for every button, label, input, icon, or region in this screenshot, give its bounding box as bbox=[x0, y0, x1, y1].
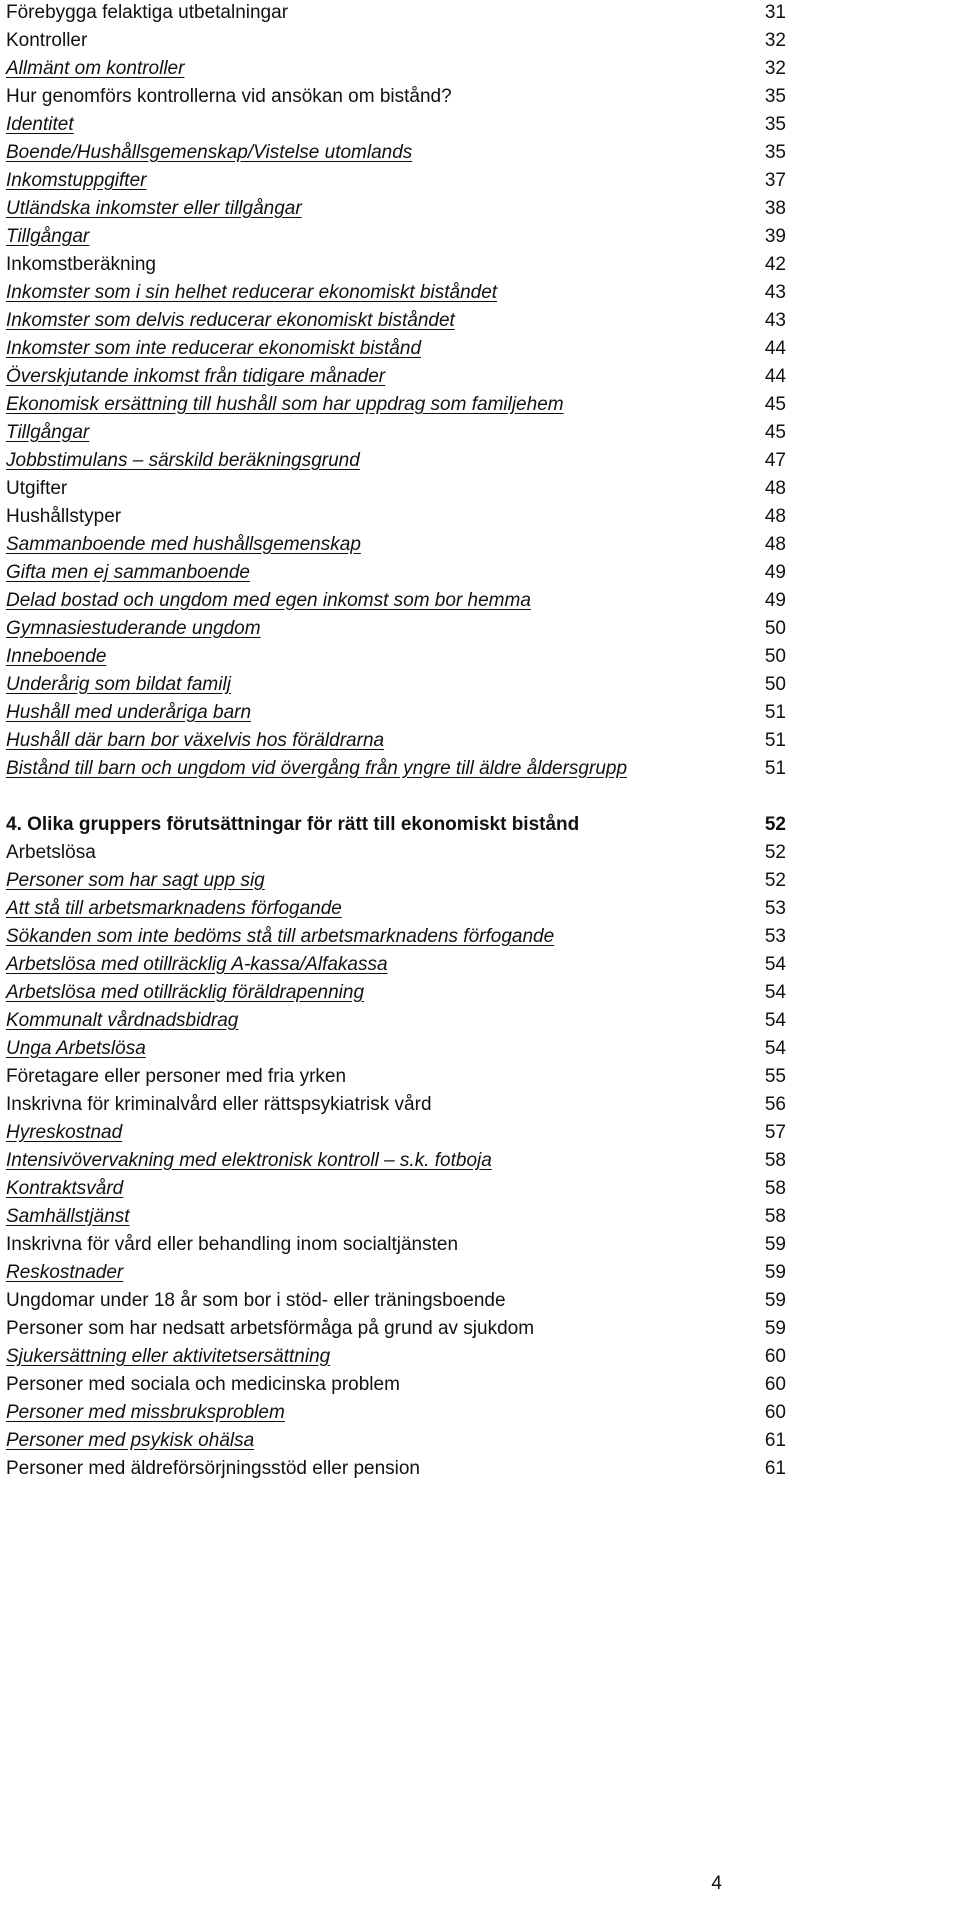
toc-entry[interactable] bbox=[6, 1372, 786, 1400]
toc-entry[interactable] bbox=[6, 644, 786, 672]
toc-entry[interactable] bbox=[6, 140, 786, 168]
toc-entry-page: 54 bbox=[764, 1038, 786, 1059]
toc-entry-title: Att stå till arbetsmarknadens förfogande bbox=[6, 898, 342, 919]
toc-entry[interactable] bbox=[6, 476, 786, 504]
toc-entry[interactable] bbox=[6, 336, 786, 364]
toc-entry-page: 52 bbox=[764, 870, 786, 891]
toc-entry[interactable] bbox=[6, 1428, 786, 1456]
toc-entry-title: Hushållstyper bbox=[6, 506, 122, 527]
toc-entry-title: Sjukersättning eller aktivitetsersättning bbox=[6, 1346, 331, 1367]
toc-entry-page: 60 bbox=[764, 1346, 786, 1367]
toc-entry[interactable] bbox=[6, 616, 786, 644]
toc-entry[interactable] bbox=[6, 728, 786, 756]
toc-entry-page: 45 bbox=[764, 394, 786, 415]
toc-entry[interactable] bbox=[6, 700, 786, 728]
toc-entry-title: Personer som har sagt upp sig bbox=[6, 870, 265, 891]
toc-entry[interactable] bbox=[6, 252, 786, 280]
toc-entry-title: Allmänt om kontroller bbox=[6, 58, 185, 79]
toc-entry-title: Arbetslösa med otillräcklig föräldrapenning bbox=[6, 982, 365, 1003]
toc-entry[interactable] bbox=[6, 448, 786, 476]
toc-entry-title: Personer med psykisk ohälsa bbox=[6, 1430, 255, 1451]
toc-entry[interactable] bbox=[6, 1344, 786, 1372]
toc-entry[interactable] bbox=[6, 588, 786, 616]
toc-entry-page: 51 bbox=[764, 730, 786, 751]
toc-entry-title: Inkomstberäkning bbox=[6, 254, 156, 275]
toc-entry[interactable] bbox=[6, 112, 786, 140]
toc-entry-title: Intensivövervakning med elektronisk kontroll – s.k. fotboja bbox=[6, 1150, 492, 1171]
toc-entry-title: Arbetslösa med otillräcklig A-kassa/Alfakassa bbox=[6, 954, 388, 975]
toc-entry-page: 58 bbox=[764, 1206, 786, 1227]
toc-entry[interactable] bbox=[6, 224, 786, 252]
toc-entry-page: 42 bbox=[764, 254, 786, 275]
toc-section-second bbox=[6, 812, 786, 1484]
toc-entry-title: Personer med äldreförsörjningsstöd eller pension bbox=[6, 1458, 421, 1479]
toc-entry-page: 51 bbox=[764, 758, 786, 779]
toc-entry-page: 44 bbox=[764, 338, 786, 359]
toc-entry-title: Inkomstuppgifter bbox=[6, 170, 147, 191]
toc-entry[interactable] bbox=[6, 1008, 786, 1036]
toc-entry[interactable] bbox=[6, 1036, 786, 1064]
toc-entry[interactable] bbox=[6, 28, 786, 56]
toc-entry-page: 53 bbox=[764, 898, 786, 919]
toc-entry-page: 35 bbox=[764, 142, 786, 163]
toc-entry-title: Företagare eller personer med fria yrken bbox=[6, 1066, 347, 1087]
toc-entry[interactable] bbox=[6, 952, 786, 980]
toc-entry-page: 61 bbox=[764, 1430, 786, 1451]
toc-entry-title: Personer med missbruksproblem bbox=[6, 1402, 285, 1423]
toc-entry[interactable] bbox=[6, 392, 786, 420]
toc-entry-title: Personer med sociala och medicinska problem bbox=[6, 1374, 400, 1395]
toc-entry-page: 54 bbox=[764, 1010, 786, 1031]
toc-entry-title: Hushåll med underåriga barn bbox=[6, 702, 252, 723]
toc-entry-title: Gymnasiestuderande ungdom bbox=[6, 618, 261, 639]
toc-entry-title: Utländska inkomster eller tillgångar bbox=[6, 198, 302, 219]
toc-entry-page: 52 bbox=[764, 842, 786, 863]
toc-entry-title: Inkomster som i sin helhet reducerar ekonomiskt biståndet bbox=[6, 282, 498, 303]
toc-entry-page: 45 bbox=[764, 422, 786, 443]
toc-entry-page: 50 bbox=[764, 674, 786, 695]
toc-entry[interactable] bbox=[6, 280, 786, 308]
toc-section-first bbox=[6, 0, 786, 784]
toc-entry[interactable] bbox=[6, 1176, 786, 1204]
toc-entry-page: 48 bbox=[764, 534, 786, 555]
toc-entry[interactable] bbox=[6, 1288, 786, 1316]
section-gap bbox=[6, 784, 786, 812]
toc-entry-title: Tillgångar bbox=[6, 226, 90, 247]
toc-entry-page: 54 bbox=[764, 982, 786, 1003]
toc-entry[interactable] bbox=[6, 1316, 786, 1344]
toc-entry-title: Inneboende bbox=[6, 646, 107, 667]
toc-entry-title: Personer som har nedsatt arbetsförmåga på grund av sjukdom bbox=[6, 1318, 535, 1339]
toc-entry-title: Sammanboende med hushållsgemenskap bbox=[6, 534, 361, 555]
toc-entry-title: Arbetslösa bbox=[6, 842, 96, 863]
toc-entry[interactable] bbox=[6, 1120, 786, 1148]
toc-entry-title: Jobbstimulans – särskild beräkningsgrund bbox=[6, 450, 360, 471]
toc-entry-page: 60 bbox=[764, 1402, 786, 1423]
toc-entry[interactable] bbox=[6, 1456, 786, 1484]
toc-entry-title: Boende/Hushållsgemenskap/Vistelse utomlands bbox=[6, 142, 413, 163]
toc-entry-title: Inkomster som inte reducerar ekonomiskt bistånd bbox=[6, 338, 422, 359]
table-of-contents bbox=[6, 0, 786, 1484]
toc-entry-title: Gifta men ej sammanboende bbox=[6, 562, 250, 583]
toc-entry-page: 61 bbox=[764, 1458, 786, 1479]
toc-entry-page: 59 bbox=[764, 1262, 786, 1283]
toc-entry[interactable] bbox=[6, 1232, 786, 1260]
toc-entry[interactable] bbox=[6, 1064, 786, 1092]
toc-entry[interactable] bbox=[6, 1204, 786, 1232]
toc-entry[interactable] bbox=[6, 1148, 786, 1176]
toc-entry[interactable] bbox=[6, 56, 786, 84]
toc-entry-page: 35 bbox=[764, 86, 786, 107]
toc-entry[interactable] bbox=[6, 560, 786, 588]
toc-entry-title: Överskjutande inkomst från tidigare månader bbox=[6, 366, 386, 387]
toc-entry-title: Inkomster som delvis reducerar ekonomiskt biståndet bbox=[6, 310, 455, 331]
toc-entry-title: Identitet bbox=[6, 114, 74, 135]
toc-entry[interactable] bbox=[6, 868, 786, 896]
toc-entry-title: Hur genomförs kontrollerna vid ansökan om bistånd? bbox=[6, 86, 452, 107]
toc-entry-title: Hushåll där barn bor växelvis hos föräldrarna bbox=[6, 730, 385, 751]
toc-entry[interactable] bbox=[6, 756, 786, 784]
toc-entry-page: 49 bbox=[764, 590, 786, 611]
toc-entry-page: 48 bbox=[764, 506, 786, 527]
toc-entry-title: Reskostnader bbox=[6, 1262, 124, 1283]
toc-entry-page: 32 bbox=[764, 30, 786, 51]
toc-entry-page: 59 bbox=[764, 1318, 786, 1339]
toc-entry[interactable] bbox=[6, 1092, 786, 1120]
toc-entry-title: Underårig som bildat familj bbox=[6, 674, 231, 695]
toc-entry-title: Inskrivna för kriminalvård eller rättspsykiatrisk vård bbox=[6, 1094, 432, 1115]
toc-entry-title: Kontraktsvård bbox=[6, 1178, 124, 1199]
toc-entry-page: 48 bbox=[764, 478, 786, 499]
toc-entry-page: 43 bbox=[764, 310, 786, 331]
toc-entry-page: 47 bbox=[764, 450, 786, 471]
toc-entry-title: Tillgångar bbox=[6, 422, 90, 443]
toc-entry[interactable] bbox=[6, 980, 786, 1008]
toc-entry-page: 31 bbox=[764, 2, 786, 23]
toc-entry-page: 39 bbox=[764, 226, 786, 247]
toc-entry[interactable] bbox=[6, 532, 786, 560]
toc-entry-title: 4. Olika gruppers förutsättningar för rätt till ekonomiskt bistånd bbox=[6, 814, 580, 835]
page-number: 4 bbox=[711, 1873, 722, 1894]
toc-entry-title: Förebygga felaktiga utbetalningar bbox=[6, 2, 289, 23]
toc-entry[interactable] bbox=[6, 812, 786, 840]
toc-entry-title: Sökanden som inte bedöms stå till arbetsmarknadens förfogande bbox=[6, 926, 555, 947]
toc-entry-page: 43 bbox=[764, 282, 786, 303]
toc-entry-page: 59 bbox=[764, 1290, 786, 1311]
toc-entry[interactable] bbox=[6, 1260, 786, 1288]
toc-entry[interactable] bbox=[6, 84, 786, 112]
toc-entry-title: Ungdomar under 18 år som bor i stöd- eller träningsboende bbox=[6, 1290, 506, 1311]
toc-entry-page: 38 bbox=[764, 198, 786, 219]
toc-entry[interactable] bbox=[6, 420, 786, 448]
toc-entry[interactable] bbox=[6, 308, 786, 336]
toc-entry[interactable] bbox=[6, 168, 786, 196]
toc-entry-page: 50 bbox=[764, 618, 786, 639]
toc-entry-title: Kontroller bbox=[6, 30, 88, 51]
toc-entry-title: Samhällstjänst bbox=[6, 1206, 130, 1227]
toc-entry-page: 32 bbox=[764, 58, 786, 79]
toc-entry-page: 50 bbox=[764, 646, 786, 667]
toc-entry-page: 57 bbox=[764, 1122, 786, 1143]
toc-entry-page: 58 bbox=[764, 1150, 786, 1171]
toc-entry-page: 52 bbox=[764, 814, 786, 835]
toc-entry-page: 54 bbox=[764, 954, 786, 975]
toc-entry[interactable] bbox=[6, 504, 786, 532]
toc-entry-page: 51 bbox=[764, 702, 786, 723]
toc-entry-title: Hyreskostnad bbox=[6, 1122, 123, 1143]
toc-entry[interactable] bbox=[6, 364, 786, 392]
toc-entry[interactable] bbox=[6, 840, 786, 868]
toc-entry-page: 49 bbox=[764, 562, 786, 583]
toc-entry-page: 59 bbox=[764, 1234, 786, 1255]
toc-entry-title: Utgifter bbox=[6, 478, 68, 499]
toc-entry[interactable] bbox=[6, 0, 786, 28]
toc-entry-page: 37 bbox=[764, 170, 786, 191]
toc-entry-title: Unga Arbetslösa bbox=[6, 1038, 146, 1059]
toc-entry-page: 53 bbox=[764, 926, 786, 947]
toc-entry-page: 58 bbox=[764, 1178, 786, 1199]
toc-entry-page: 55 bbox=[764, 1066, 786, 1087]
toc-entry-page: 44 bbox=[764, 366, 786, 387]
toc-entry-page: 35 bbox=[764, 114, 786, 135]
toc-entry-page: 60 bbox=[764, 1374, 786, 1395]
toc-entry[interactable] bbox=[6, 924, 786, 952]
toc-entry[interactable] bbox=[6, 896, 786, 924]
toc-entry-title: Inskrivna för vård eller behandling inom socialtjänsten bbox=[6, 1234, 459, 1255]
toc-entry-title: Kommunalt vårdnadsbidrag bbox=[6, 1010, 239, 1031]
toc-entry[interactable] bbox=[6, 196, 786, 224]
toc-entry-title: Delad bostad och ungdom med egen inkomst som bor hemma bbox=[6, 590, 531, 611]
toc-entry-page: 56 bbox=[764, 1094, 786, 1115]
toc-entry[interactable] bbox=[6, 672, 786, 700]
toc-entry[interactable] bbox=[6, 1400, 786, 1428]
toc-entry-title: Ekonomisk ersättning till hushåll som har uppdrag som familjehem bbox=[6, 394, 564, 415]
toc-entry-title: Bistånd till barn och ungdom vid övergång från yngre till äldre åldersgrupp bbox=[6, 758, 628, 779]
